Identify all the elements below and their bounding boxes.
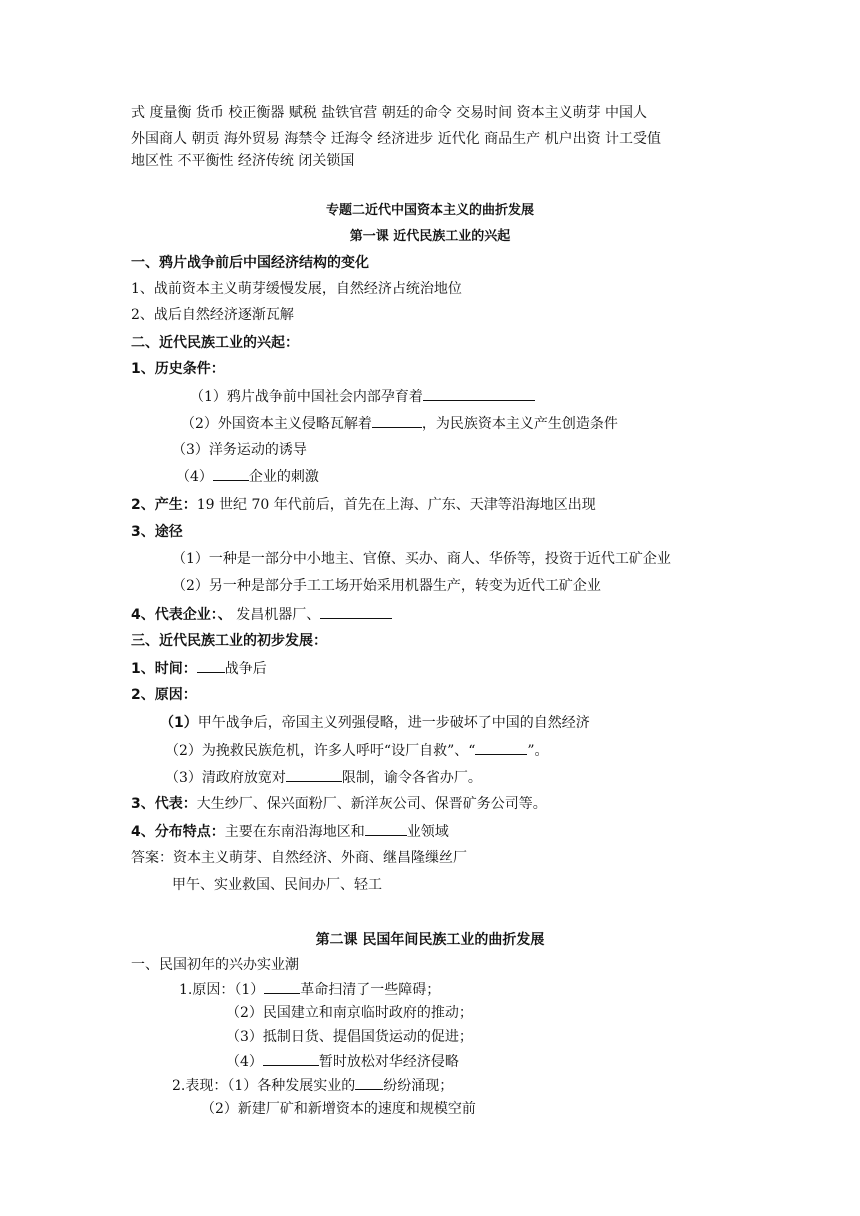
- time-text: 战争后: [224, 661, 267, 677]
- condition-4: [176, 466, 319, 487]
- origin-label: 2、产生：: [131, 497, 197, 513]
- l2-reason-1-blank: [264, 979, 300, 994]
- reason-2-text-b: ”。: [527, 743, 549, 759]
- condition-1-blank: [423, 386, 535, 401]
- glossary-line-2: 外国商人 朝贡 海外贸易 海禁令 迁海令 经济进步 近代化 商品生产 机户出资 计工受值: [131, 131, 662, 147]
- reason-3-blank: [286, 767, 342, 782]
- distribution-text-b: 业领域: [406, 824, 449, 840]
- lesson1-title: 第一课 近代民族工业的兴起: [349, 229, 511, 244]
- distribution-text-a: 主要在东南沿海地区和: [224, 824, 365, 840]
- reason-2: [165, 740, 549, 761]
- glossary-line-3: 地区性 不平衡性 经济传统 闭关锁国: [131, 153, 355, 169]
- conditions-heading: 1、历史条件：: [131, 361, 225, 377]
- origin-text: 19 世纪 70 年代前后，首先在上海、广东、天津等沿海地区出现: [196, 497, 596, 513]
- reason-3-text-b: 限制，谕令各省办厂。: [341, 770, 482, 786]
- origin-line: [131, 495, 596, 515]
- reason-2-text-a: （2）为挽救民族危机，许多人呼吁“设厂自救”、“: [165, 743, 476, 759]
- lesson2-title: 第二课 民国年间民族工业的曲折发展: [315, 932, 545, 948]
- condition-4-text-b: 企业的刺激: [248, 469, 319, 485]
- condition-1-text: （1）鸦片战争前中国社会内部孕育着: [190, 389, 423, 405]
- l1-section1-heading: 一、鸦片战争前后中国经济结构的变化: [131, 255, 369, 271]
- l2-manifestation-2: （2）新建厂矿和新增资本的速度和规模空前: [201, 1101, 476, 1117]
- condition-2-text-a: （2）外国资本主义侵略瓦解着: [181, 416, 372, 432]
- l2-reason-4: [226, 1051, 459, 1072]
- l1-section2-heading: 二、近代民族工业的兴起：: [131, 335, 299, 351]
- condition-1: [190, 386, 535, 407]
- l2-reason-1-text-b: 革命扫清了一些障碍；: [300, 982, 441, 998]
- reason-3: [165, 767, 482, 788]
- representative-blank: [320, 604, 392, 619]
- l2-reason-3: （3）抵制日货、提倡国货运动的促进；: [226, 1029, 473, 1045]
- representatives-line: [131, 794, 547, 814]
- distribution-label: 4、分布特点：: [131, 824, 225, 840]
- reasons-heading: 2、原因：: [131, 687, 197, 703]
- representatives-text: 大生纱厂、保兴面粉厂、新洋灰公司、保晋矿务公司等。: [196, 796, 547, 812]
- representative-text: 发昌机器厂、: [231, 607, 321, 623]
- l2-manifestation-1-text-b: 纷纷涌现；: [383, 1078, 454, 1094]
- distribution-line: [131, 821, 449, 842]
- answer-line-1: 答案：资本主义萌芽、自然经济、外商、继昌隆缫丝厂: [131, 850, 467, 866]
- reason-3-text-a: （3）清政府放宽对: [165, 770, 286, 786]
- l2-reason-4-blank: [263, 1051, 319, 1066]
- reason-2-blank: [475, 740, 527, 755]
- representatives-label: 3、代表：: [131, 796, 197, 812]
- l1-section3-heading: 三、近代民族工业的初步发展：: [131, 633, 327, 649]
- time-line: [131, 658, 267, 679]
- l2-reason-4-text-a: （4）: [226, 1054, 263, 1070]
- reason-1-number: （1）: [160, 715, 198, 731]
- condition-3: （3）洋务运动的诱导: [172, 442, 307, 458]
- path-1: （1）一种是一部分中小地主、官僚、买办、商人、华侨等，投资于近代工矿企业: [172, 551, 671, 567]
- distribution-blank: [365, 821, 407, 836]
- l2-manifestation-1-blank: [355, 1075, 383, 1090]
- l2-reason-4-text-b: 暂时放松对华经济侵略: [318, 1054, 459, 1070]
- paths-heading: 3、途径: [131, 524, 183, 540]
- reason-1-text: 甲午战争后，帝国主义列强侵略，进一步破坏了中国的自然经济: [197, 715, 590, 731]
- l2-reason-1-text-a: 1.原因：（1）: [179, 982, 265, 998]
- l2-section1-heading: 一、民国初年的兴办实业潮: [131, 957, 299, 973]
- condition-4-blank: [213, 466, 249, 481]
- topic-title: 专题二近代中国资本主义的曲折发展: [325, 203, 534, 218]
- condition-4-text-a: （4）: [176, 469, 213, 485]
- glossary-line-1: 式 度量衡 货币 校正衡器 赋税 盐铁官营 朝廷的命令 交易时间 资本主义萌芽 中国人: [131, 105, 648, 121]
- answer-line-2: 甲午、实业救国、民间办厂、轻工: [172, 877, 382, 893]
- condition-2-text-b: ，为民族资本主义产生创造条件: [421, 416, 618, 432]
- condition-2-blank: [372, 413, 422, 428]
- representative-label: 4、代表企业：、: [131, 607, 232, 623]
- l2-reason-2: （2）民国建立和南京临时政府的推动；: [226, 1005, 473, 1021]
- l2-reason-1: [179, 979, 440, 1000]
- l2-manifestation-1: [172, 1075, 453, 1096]
- l1-section1-point2: 2、战后自然经济逐渐瓦解: [131, 307, 294, 323]
- reason-1: [160, 713, 590, 733]
- condition-2: [181, 413, 618, 434]
- l1-section1-point1: 1、战前资本主义萌芽缓慢发展，自然经济占统治地位: [131, 281, 462, 297]
- path-2: （2）另一种是部分手工工场开始采用机器生产，转变为近代工矿企业: [172, 578, 601, 594]
- time-label: 1、时间：: [131, 661, 197, 677]
- representative-enterprises: [131, 604, 392, 625]
- l2-manifestation-1-text-a: 2.表现：（1）各种发展实业的: [172, 1078, 356, 1094]
- time-blank: [197, 658, 225, 673]
